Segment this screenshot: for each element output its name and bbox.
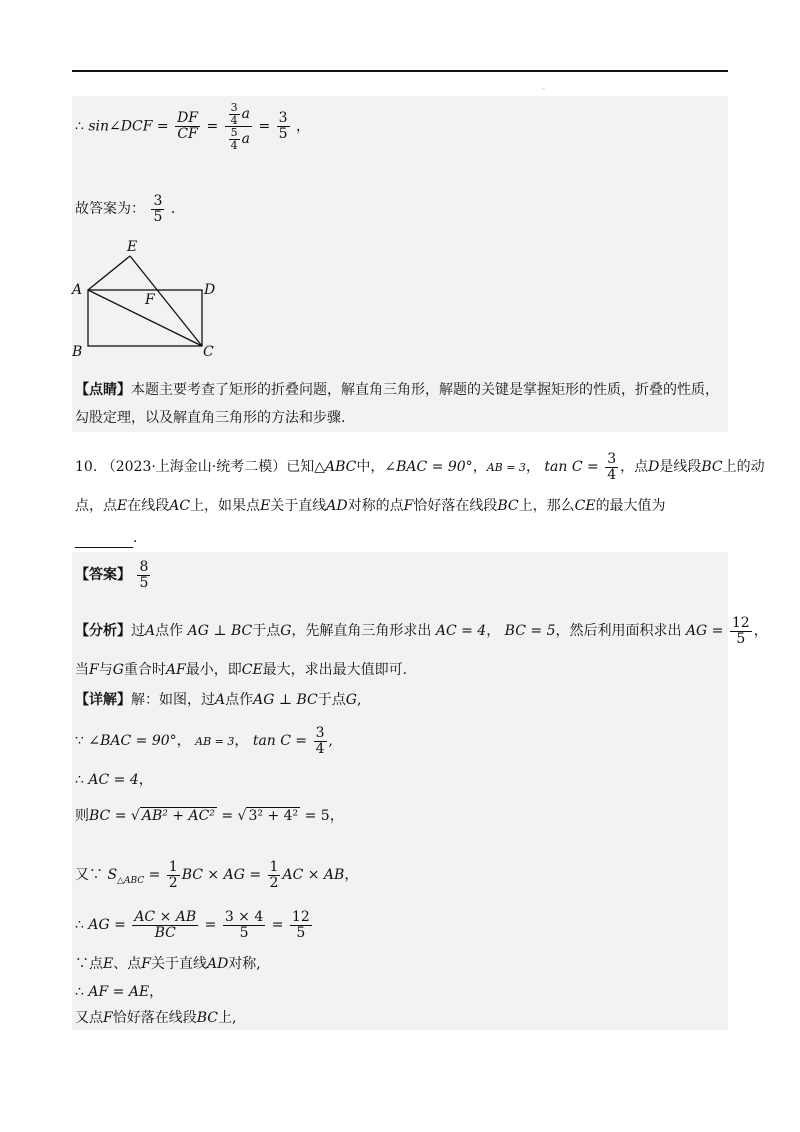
rectangle-fold-figure	[70, 238, 230, 358]
punct: ，	[344, 867, 359, 884]
equals: =	[221, 808, 234, 824]
equals: =	[258, 118, 271, 135]
answer-line-prev	[75, 194, 185, 224]
frac-num: DF	[177, 110, 199, 127]
ac-value: AC = 4	[88, 772, 139, 788]
line-ad: AD	[206, 956, 229, 972]
line-ad: AD	[326, 498, 348, 514]
segment-bc: BC	[701, 459, 723, 476]
answer-tag: 【答案】	[75, 567, 131, 584]
frac-num: 3	[315, 725, 325, 741]
text: 恰好落在线段	[112, 1010, 197, 1026]
text: 中，	[356, 459, 385, 476]
punct: ，	[149, 984, 164, 1000]
text: 对称的点	[347, 498, 404, 514]
label-f: F	[145, 292, 155, 308]
answer-line	[75, 560, 152, 590]
frac-den: 4	[230, 113, 238, 127]
ab-value: AB = 3	[195, 735, 235, 749]
question-line-1	[75, 452, 765, 482]
text: 又∵	[75, 867, 103, 884]
var-a: a	[241, 106, 251, 123]
segment-af: AF	[165, 662, 186, 678]
frac-num: 3	[278, 110, 288, 127]
frac-num: 3	[607, 451, 617, 467]
af-equals-ae: AF = AE	[88, 984, 150, 1000]
comment-line-1	[75, 380, 719, 400]
segment-bc: BC	[497, 498, 519, 514]
comment-text: 本题主要考查了矩形的折叠问题，解直角三角形，解题的关键是掌握矩形的性质，折叠的性质，	[131, 382, 719, 398]
sin-expression: sin∠DCF =	[88, 118, 169, 135]
frac-den: 5	[736, 630, 746, 647]
question-number: 10.	[75, 459, 98, 476]
frac-den: 5	[239, 924, 249, 941]
text: 点，点	[75, 498, 117, 514]
comment-line-2	[75, 408, 345, 428]
comment-text: 勾股定理，以及解直角三角形的方法和步骤.	[75, 410, 346, 426]
frac-num: 5	[230, 126, 238, 140]
half-fraction	[268, 860, 281, 890]
text: 当	[75, 662, 89, 678]
text: 上,	[217, 1010, 237, 1026]
tan-c: tan C =	[252, 733, 308, 750]
three-quarter	[229, 102, 240, 126]
header-rule	[72, 70, 728, 72]
segment-ae	[88, 256, 130, 290]
frac-num: AC × AB	[134, 909, 197, 925]
text: 重合时	[123, 662, 166, 678]
point-a: A	[145, 623, 156, 640]
text: ，先解直角三角形求出	[291, 623, 432, 640]
sqrt-expr: 3² + 4²	[248, 808, 299, 824]
punct: ，	[296, 118, 311, 135]
segment-ec	[130, 256, 202, 346]
segment-ce: CE	[574, 498, 596, 514]
punct: ,	[328, 733, 333, 750]
text: 又点	[75, 1010, 103, 1026]
therefore-symbol: ∴	[75, 118, 84, 135]
punct: ，	[176, 733, 191, 750]
frac-den: 5	[153, 208, 163, 225]
sqrt-expr: AB² + AC²	[141, 808, 215, 824]
bc-expr: BC =	[89, 808, 127, 824]
text: 解：如图，过	[131, 692, 215, 708]
label-b: B	[72, 344, 83, 358]
therefore-symbol: ∴	[75, 984, 84, 1000]
header-dot: .	[543, 84, 545, 91]
text: ∵点	[75, 956, 103, 972]
text: 最大，求出最大值即可.	[262, 662, 408, 678]
frac-num: 1	[168, 859, 178, 875]
triangle-abc: △ABC	[314, 459, 357, 476]
text: 点作	[155, 623, 184, 640]
text: ，点	[620, 459, 649, 476]
analysis-tag: 【分析】	[75, 623, 131, 640]
equals: =	[206, 118, 219, 135]
frac-num: 3	[230, 101, 238, 114]
frac-den: 2	[269, 874, 279, 891]
therefore-symbol: ∴	[75, 772, 84, 788]
sin-formula	[75, 102, 310, 151]
equals: =	[148, 867, 161, 884]
frac-num: 8	[139, 559, 149, 575]
frac-den: 4	[230, 138, 238, 152]
punct: ，	[472, 459, 487, 476]
text: 关于直线	[270, 498, 327, 514]
detail-line-8	[75, 982, 163, 1002]
bc-value: BC = 5	[504, 623, 556, 640]
ag-expr: AG =	[88, 917, 126, 934]
answer-blank	[75, 533, 133, 548]
detail-line-4: 则BC = √ AB² + AC² = √ 3² + 4² = 5，	[75, 808, 344, 824]
therefore-symbol: ∴	[75, 917, 84, 934]
answer-fraction	[137, 560, 150, 590]
text: 于点	[317, 692, 346, 708]
text: 于点	[252, 623, 281, 640]
fraction-2	[223, 910, 265, 940]
point-e: E	[103, 956, 114, 972]
text: 、点	[113, 956, 142, 972]
punct: ．	[170, 201, 185, 218]
perp-expr: AG ⊥ BC	[187, 623, 253, 640]
point-d: D	[648, 459, 660, 476]
bc-times-ag: BC × AG =	[181, 867, 262, 884]
question-source: （2023·上海金山·统考二模）已知	[101, 459, 315, 476]
answer-prefix: 故答案为：	[75, 201, 145, 218]
area-subscript: △ABC	[117, 875, 145, 886]
detail-line-5	[75, 860, 358, 891]
frac-den: 5	[278, 126, 288, 143]
punct: ，	[753, 623, 768, 640]
text: 上的动	[722, 459, 765, 476]
frac-den: BC	[154, 924, 176, 941]
fraction-3	[290, 910, 312, 940]
compound-num	[225, 102, 252, 127]
frac-den: 4	[607, 466, 617, 483]
frac-den: CF	[177, 126, 198, 143]
bc-value: = 5	[304, 808, 330, 824]
point-f: F	[103, 1010, 113, 1026]
compound-fraction	[225, 102, 252, 151]
analysis-line-2	[75, 660, 407, 680]
text: 过	[131, 623, 145, 640]
analysis-line-1	[75, 616, 768, 646]
text: 最小，即	[185, 662, 242, 678]
point-e: E	[260, 498, 271, 514]
angle-bac: ∠BAC = 90°	[88, 733, 177, 750]
text: 是线段	[659, 459, 702, 476]
label-a: A	[72, 282, 83, 298]
five-quarter	[229, 127, 240, 151]
frac-den: 4	[315, 740, 325, 757]
comment-tag: 【点睛】	[75, 382, 131, 398]
question-line-3	[75, 528, 137, 548]
detail-line-2	[75, 726, 333, 756]
because-symbol: ∵	[75, 733, 84, 750]
ab-value: AB = 3	[486, 461, 526, 475]
text: 恰好落在线段	[413, 498, 498, 514]
point-g: G	[112, 662, 124, 678]
point-g: G	[345, 692, 357, 708]
frac-num: 12	[731, 615, 750, 631]
text: 上，如果点	[190, 498, 261, 514]
punct: ，	[234, 733, 249, 750]
punct: ，	[525, 459, 540, 476]
text: 点作	[225, 692, 254, 708]
text: 则	[75, 808, 89, 824]
point-f: F	[141, 956, 151, 972]
df-over-cf	[175, 111, 200, 141]
ac-times-ab: AC × AB	[282, 867, 345, 884]
tan-c: tan C =	[544, 459, 599, 476]
perp-expr: AG ⊥ BC	[253, 692, 318, 708]
var-a: a	[241, 131, 251, 148]
text: 上，那么	[518, 498, 575, 514]
punct: ，	[138, 772, 153, 788]
punct: ，	[329, 808, 344, 824]
point-g: G	[280, 623, 292, 640]
segment-ce: CE	[241, 662, 263, 678]
detail-line-9	[75, 1008, 236, 1028]
area-symbol: S	[107, 867, 118, 884]
tan-fraction	[314, 726, 327, 756]
text: 在线段	[127, 498, 170, 514]
frac-den: 5	[139, 574, 149, 591]
text: ，然后利用面积求出	[555, 623, 682, 640]
half-fraction	[167, 860, 180, 890]
detail-line-7	[75, 954, 261, 974]
frac-num: 1	[269, 859, 279, 875]
label-e: E	[127, 239, 138, 255]
segment-bc: BC	[196, 1010, 218, 1026]
answer-fraction	[151, 194, 164, 224]
point-f: F	[403, 498, 414, 514]
frac-num: 3 × 4	[224, 909, 264, 925]
ag-expr: AG =	[685, 623, 724, 640]
frac-den: 2	[168, 874, 178, 891]
text: 对称,	[228, 956, 261, 972]
frac-den: 5	[296, 924, 306, 941]
frac-num: 12	[291, 909, 310, 925]
angle-bac: ∠BAC = 90°	[384, 459, 473, 476]
label-c: C	[203, 344, 214, 358]
segment-ac: AC	[169, 498, 191, 514]
detail-tag: 【详解】	[75, 692, 131, 708]
punct: .	[133, 530, 138, 546]
three-fifths	[277, 111, 290, 141]
tan-fraction	[605, 452, 618, 482]
text: 与	[98, 662, 113, 678]
fraction-1	[132, 910, 198, 940]
point-e: E	[117, 498, 128, 514]
frac-num: 3	[153, 193, 163, 209]
text: 的最大值为	[595, 498, 666, 514]
text: 关于直线	[150, 956, 207, 972]
punct: ,	[356, 692, 362, 708]
label-d: D	[204, 282, 216, 298]
question-line-2	[75, 496, 666, 516]
point-f: F	[89, 662, 99, 678]
compound-den	[225, 127, 252, 151]
ac-value: AC = 4	[435, 623, 487, 640]
detail-line-1	[75, 690, 361, 710]
point-a: A	[215, 692, 226, 708]
ag-fraction	[730, 616, 752, 646]
detail-line-3	[75, 770, 153, 790]
punct: ，	[486, 623, 501, 640]
detail-line-6: ∴ AG = $\frac{AC \times AB}{BC}$ = $\frac{3 \times 4}{5}$ = $\frac{12}{5}$	[75, 909, 310, 941]
